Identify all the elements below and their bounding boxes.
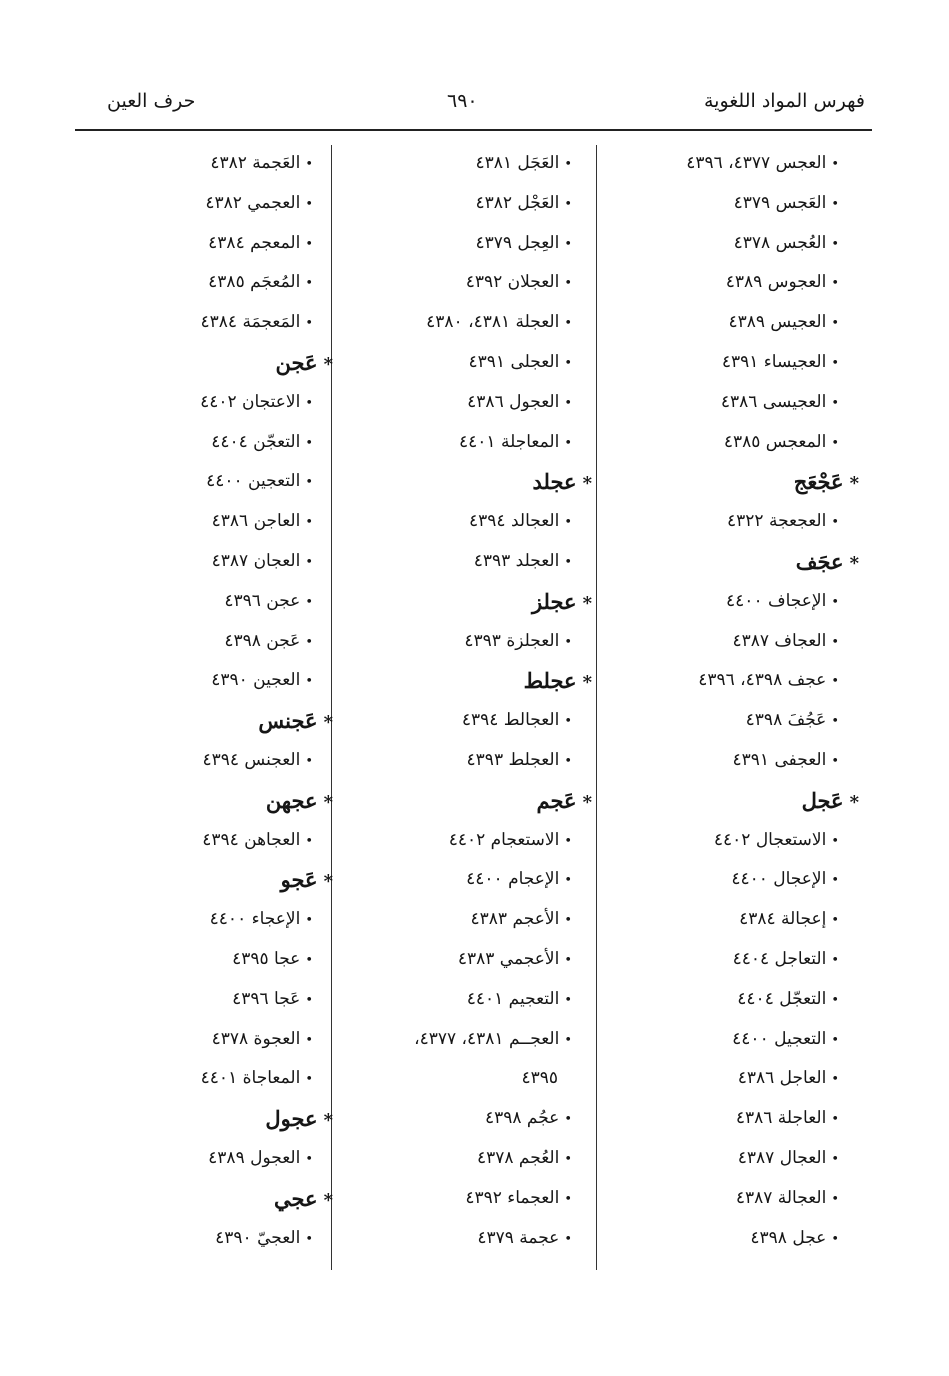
index-entry [63, 582, 313, 622]
entry-text: التعجيم ٤٤٠١ [466, 988, 560, 1009]
entry-text: العجين ٤٣٩٠ [211, 670, 301, 691]
heading-text: عجلط [523, 668, 577, 694]
root-heading [63, 781, 333, 821]
root-heading [579, 462, 859, 502]
root-heading [322, 462, 592, 502]
entry-text: العجوة ٤٣٧٨ [211, 1028, 301, 1049]
index-entry [579, 741, 839, 781]
index-entry [63, 741, 313, 781]
index-entry [579, 1179, 839, 1219]
index-entry [322, 1139, 572, 1179]
bullet-icon: • [305, 196, 313, 212]
entry-text: العجعجة ٤٣٢٢ [727, 511, 827, 532]
index-entry [579, 502, 839, 542]
index-entry [579, 1059, 839, 1099]
index-entry [63, 224, 313, 264]
heading-star-icon: * [323, 353, 333, 375]
index-entry [579, 1020, 839, 1060]
bullet-icon: • [305, 594, 313, 610]
index-entry [322, 860, 572, 900]
entry-text: العجلان ٤٣٩٢ [465, 272, 560, 293]
heading-text: عَجنس [258, 708, 318, 734]
entry-text: العاجلة ٤٣٨٦ [735, 1108, 827, 1129]
index-entry [579, 303, 839, 343]
bullet-icon: • [831, 873, 839, 889]
bullet-icon: • [831, 714, 839, 730]
entry-text: العُجم ٤٣٧٨ [477, 1147, 560, 1168]
entry-text: المعاجاة ٤٤٠١ [200, 1068, 301, 1089]
index-entry [579, 144, 839, 184]
bullet-icon: • [564, 355, 572, 371]
heading-text: عَجن [275, 349, 318, 375]
heading-star-icon: * [323, 1189, 333, 1211]
index-entry [579, 860, 839, 900]
entry-text: التعجّن ٤٤٠٤ [211, 431, 301, 452]
bullet-icon: • [305, 554, 313, 570]
heading-star-icon: * [582, 592, 592, 614]
bullet-icon: • [305, 515, 313, 531]
bullet-icon: • [305, 157, 313, 172]
index-entry [579, 383, 839, 423]
entry-text: الاستعجام ٤٤٠٢ [448, 829, 560, 850]
entry-text: العُجس ٤٣٧٨ [733, 232, 827, 253]
entry-text: العاجن ٤٣٨٦ [211, 511, 301, 532]
bullet-icon: • [305, 1151, 313, 1167]
bullet-icon: • [831, 395, 839, 411]
heading-star-icon: * [582, 791, 592, 813]
bullet-icon: • [831, 316, 839, 332]
bullet-icon: • [305, 913, 313, 929]
bullet-icon: • [564, 1032, 572, 1048]
bullet-icon: • [305, 674, 313, 690]
bullet-icon: • [831, 674, 839, 690]
heading-text: عَجم [536, 787, 577, 813]
entry-text: عَجن ٤٣٩٨ [224, 630, 301, 651]
index-entry [322, 343, 572, 383]
entry-text: العجنس ٤٣٩٤ [202, 749, 301, 770]
index-entry [579, 582, 839, 622]
root-heading [322, 582, 592, 622]
entry-text: عجل ٤٣٩٨ [750, 1227, 827, 1248]
index-entry [322, 900, 572, 940]
bullet-icon: • [831, 913, 839, 929]
index-column-1 [579, 144, 859, 1258]
bullet-icon: • [831, 1231, 839, 1247]
index-entry [63, 1219, 313, 1259]
index-entry [322, 1219, 572, 1259]
index-entry [322, 383, 572, 423]
bullet-icon: • [564, 992, 572, 1008]
entry-text: العجول ٤٣٨٩ [208, 1147, 301, 1168]
entry-text: التعجّل ٤٤٠٤ [737, 988, 827, 1009]
bullet-icon: • [305, 1231, 313, 1247]
root-heading [579, 542, 859, 582]
index-entry [322, 542, 572, 582]
entry-text: العجيّ ٤٣٩٠ [215, 1227, 301, 1248]
bullet-icon: • [305, 952, 313, 968]
page-number: ٦٩٠ [447, 90, 478, 112]
bullet-icon: • [831, 1191, 839, 1207]
index-entry [322, 1099, 572, 1139]
bullet-icon: • [305, 833, 313, 849]
index-column-2 [322, 144, 592, 1258]
entry-text: الإعجال ٤٤٠٠ [731, 869, 827, 890]
entry-text: ٤٣٩٥ [521, 1068, 558, 1089]
root-heading [63, 1099, 333, 1139]
heading-text: عجي [273, 1185, 318, 1211]
index-entry [322, 821, 572, 861]
entry-text: العجمي ٤٣٨٢ [205, 192, 301, 213]
bullet-icon: • [564, 1231, 572, 1247]
entry-text: إعجالة ٤٣٨٤ [739, 909, 827, 930]
book-section-title: فهرس المواد اللغوية [703, 90, 865, 112]
heading-text: عَجو [280, 867, 318, 893]
index-entry [579, 661, 839, 701]
entry-text: عجن ٤٣٩٦ [224, 590, 301, 611]
index-column-3 [63, 144, 333, 1258]
root-heading [63, 701, 333, 741]
entry-text: العجفى ٤٣٩١ [732, 749, 827, 770]
index-entry [322, 224, 572, 264]
entry-text: عَجا ٤٣٩٦ [232, 988, 301, 1009]
entry-text: الإعجاف ٤٤٠٠ [726, 590, 827, 611]
index-entry [63, 542, 313, 582]
heading-text: عجلد [532, 469, 577, 495]
index-entry [322, 423, 572, 463]
bullet-icon: • [305, 276, 313, 292]
heading-text: عجول [265, 1106, 318, 1132]
index-entry [63, 423, 313, 463]
index-entry [63, 144, 313, 184]
root-heading [579, 781, 859, 821]
bullet-icon: • [831, 515, 839, 531]
index-entry [579, 940, 839, 980]
root-heading [322, 661, 592, 701]
index-entry [579, 224, 839, 264]
entry-text: الإعجام ٤٤٠٠ [466, 869, 560, 890]
bullet-icon: • [831, 634, 839, 650]
heading-text: عَجل [801, 787, 844, 813]
bullet-icon: • [564, 276, 572, 292]
bullet-icon: • [831, 236, 839, 252]
index-entry [579, 1219, 839, 1259]
entry-text: الأعجم ٤٣٨٣ [470, 909, 560, 930]
entry-text: العجال ٤٣٨٧ [737, 1147, 827, 1168]
entry-text: عجف ٤٣٩٨، ٤٣٩٦ [698, 670, 827, 691]
entry-text: العجلط ٤٣٩٣ [466, 749, 560, 770]
heading-star-icon: * [849, 552, 859, 574]
index-entry [322, 303, 572, 343]
entry-text: عجمة ٤٣٧٩ [477, 1227, 560, 1248]
entry-text: العجوس ٤٣٨٩ [725, 272, 827, 293]
bullet-icon: • [831, 196, 839, 212]
bullet-icon: • [564, 952, 572, 968]
entry-text: العجالط ٤٣٩٤ [461, 710, 560, 731]
bullet-icon: • [305, 316, 313, 332]
bullet-icon: • [305, 634, 313, 650]
index-entry [322, 622, 572, 662]
bullet-icon: • [305, 1032, 313, 1048]
bullet-icon: • [564, 1191, 572, 1207]
index-entry [579, 900, 839, 940]
bullet-icon: • [564, 1112, 572, 1128]
heading-star-icon: * [849, 791, 859, 813]
root-heading [322, 781, 592, 821]
index-entry [63, 900, 313, 940]
index-entry [322, 184, 572, 224]
bullet-icon: • [831, 594, 839, 610]
bullet-icon: • [564, 554, 572, 570]
entry-text: العَجس ٤٣٧٩ [733, 192, 827, 213]
bullet-icon: • [564, 913, 572, 929]
index-entry [579, 821, 839, 861]
bullet-icon: • [831, 435, 839, 451]
bullet-icon: • [831, 276, 839, 292]
header-divider [75, 129, 872, 131]
entry-text: العَجَل ٤٣٨١ [475, 153, 560, 173]
bullet-icon: • [831, 753, 839, 769]
entry-text: العجالة ٤٣٨٧ [735, 1187, 827, 1208]
entry-text: العجس ٤٣٧٧، ٤٣٩٦ [686, 153, 827, 173]
heading-text: عجلز [531, 588, 577, 614]
bullet-icon: • [564, 316, 572, 332]
index-entry [322, 980, 572, 1020]
index-entry [579, 184, 839, 224]
index-entry [579, 701, 839, 741]
heading-star-icon: * [582, 672, 592, 694]
heading-star-icon: * [323, 791, 333, 813]
index-entry [63, 940, 313, 980]
page-header [75, 90, 875, 130]
index-entry [63, 1139, 313, 1179]
bullet-icon: • [305, 395, 313, 411]
index-entry [322, 940, 572, 980]
entry-text: العجــم ٤٣٨١، ٤٣٧٧، [414, 1028, 560, 1049]
bullet-icon: • [831, 1072, 839, 1088]
bullet-icon: • [564, 395, 572, 411]
bullet-icon: • [305, 753, 313, 769]
bullet-icon: • [564, 435, 572, 451]
index-entry [322, 741, 572, 781]
index-entry [322, 1020, 572, 1060]
bullet-icon: • [831, 1151, 839, 1167]
index-entry [63, 661, 313, 701]
index-entry [63, 622, 313, 662]
index-entry [322, 701, 572, 741]
index-entry [322, 144, 572, 184]
bullet-icon: • [305, 435, 313, 451]
bullet-icon: • [564, 753, 572, 769]
entry-text: العجيس ٤٣٨٩ [728, 312, 827, 333]
bullet-icon: • [831, 952, 839, 968]
root-heading [63, 343, 333, 383]
entry-text: المَعجمَة ٤٣٨٤ [200, 312, 301, 333]
index-entry [63, 980, 313, 1020]
bullet-icon: • [564, 634, 572, 650]
heading-star-icon: * [849, 473, 859, 495]
index-entry [579, 980, 839, 1020]
bullet-icon: • [831, 1112, 839, 1128]
index-entry [63, 502, 313, 542]
entry-text: العجلة ٤٣٨١، ٤٣٨٠ [426, 312, 560, 333]
bullet-icon: • [564, 157, 572, 172]
entry-text: الأعجمي ٤٣٨٣ [457, 948, 560, 969]
index-entry [63, 462, 313, 502]
bullet-icon: • [564, 236, 572, 252]
heading-text: عجهن [265, 787, 318, 813]
index-entry [579, 263, 839, 303]
entry-text: العجيساء ٤٣٩١ [721, 351, 827, 372]
heading-text: عَجْعَج [793, 469, 844, 495]
bullet-icon: • [305, 992, 313, 1008]
index-entry [63, 1020, 313, 1060]
entry-text: المعجم ٤٣٨٤ [208, 232, 301, 253]
entry-text: التعجين ٤٤٠٠ [206, 471, 301, 492]
entry-text: العاجل ٤٣٨٦ [737, 1068, 827, 1089]
bullet-icon: • [564, 515, 572, 531]
entry-text: المُعجَم ٤٣٨٥ [208, 272, 301, 293]
index-entry [322, 263, 572, 303]
index-entry [63, 263, 313, 303]
bullet-icon: • [564, 1151, 572, 1167]
index-entry [579, 1139, 839, 1179]
index-entry [322, 502, 572, 542]
bullet-icon: • [831, 992, 839, 1008]
index-entry [63, 821, 313, 861]
entry-text: العجان ٤٣٨٧ [211, 550, 301, 571]
heading-star-icon: * [582, 473, 592, 495]
entry-text: العجلى ٤٣٩١ [468, 351, 560, 372]
entry-text: المعاجلة ٤٤٠١ [459, 431, 560, 452]
entry-text: الاعتجان ٤٤٠٢ [200, 391, 301, 412]
index-entry [579, 622, 839, 662]
bullet-icon: • [305, 475, 313, 491]
heading-star-icon: * [323, 1110, 333, 1132]
entry-text: العجالد ٤٣٩٤ [469, 511, 560, 532]
entry-text: التعجيل ٤٤٠٠ [732, 1028, 827, 1049]
entry-text: الاستعجال ٤٤٠٢ [713, 829, 827, 850]
entry-text: العجيسى ٤٣٨٦ [720, 391, 827, 412]
heading-star-icon: * [323, 871, 333, 893]
entry-text: العجلزة ٤٣٩٣ [464, 630, 560, 651]
entry-text: العجاف ٤٣٨٧ [732, 630, 827, 651]
bullet-icon: • [831, 833, 839, 849]
index-entry [579, 1099, 839, 1139]
entry-text: العَجمة ٤٣٨٢ [210, 153, 301, 173]
entry-text: التعاجل ٤٤٠٤ [732, 948, 827, 969]
bullet-icon: • [564, 196, 572, 212]
entry-text: العجول ٤٣٨٦ [467, 391, 560, 412]
index-entry [63, 383, 313, 423]
bullet-icon: • [305, 236, 313, 252]
entry-text: الإعجاء ٤٤٠٠ [209, 909, 301, 930]
bullet-icon: • [831, 157, 839, 172]
index-entry [63, 1059, 313, 1099]
entry-text: المعجس ٤٣٨٥ [723, 431, 827, 452]
entry-text: العَجْل ٤٣٨٢ [475, 192, 560, 213]
index-entry [63, 303, 313, 343]
heading-star-icon: * [323, 712, 333, 734]
entry-text: العجلد ٤٣٩٣ [473, 550, 560, 571]
root-heading [63, 1179, 333, 1219]
index-entry [63, 184, 313, 224]
entry-text: عَجُفَ ٤٣٩٨ [745, 710, 827, 731]
entry-text: العِجل ٤٣٧٩ [475, 232, 560, 253]
root-heading [63, 860, 333, 900]
heading-text: عجَف [795, 548, 844, 574]
bullet-icon: • [831, 355, 839, 371]
entry-text: العجماء ٤٣٩٢ [465, 1187, 560, 1208]
bullet-icon: • [831, 1032, 839, 1048]
entry-text: العجاهن ٤٣٩٤ [202, 829, 301, 850]
bullet-icon: • [305, 1072, 313, 1088]
index-entry [579, 423, 839, 463]
index-entry [322, 1179, 572, 1219]
bullet-icon: • [564, 873, 572, 889]
entry-text: عجا ٤٣٩٥ [232, 948, 301, 969]
chapter-title: حرف العين [107, 90, 196, 112]
entry-text: عجُم ٤٣٩٨ [484, 1108, 560, 1129]
index-entry-continuation [322, 1059, 572, 1099]
bullet-icon: • [564, 714, 572, 730]
index-entry [579, 343, 839, 383]
bullet-icon: • [564, 833, 572, 849]
